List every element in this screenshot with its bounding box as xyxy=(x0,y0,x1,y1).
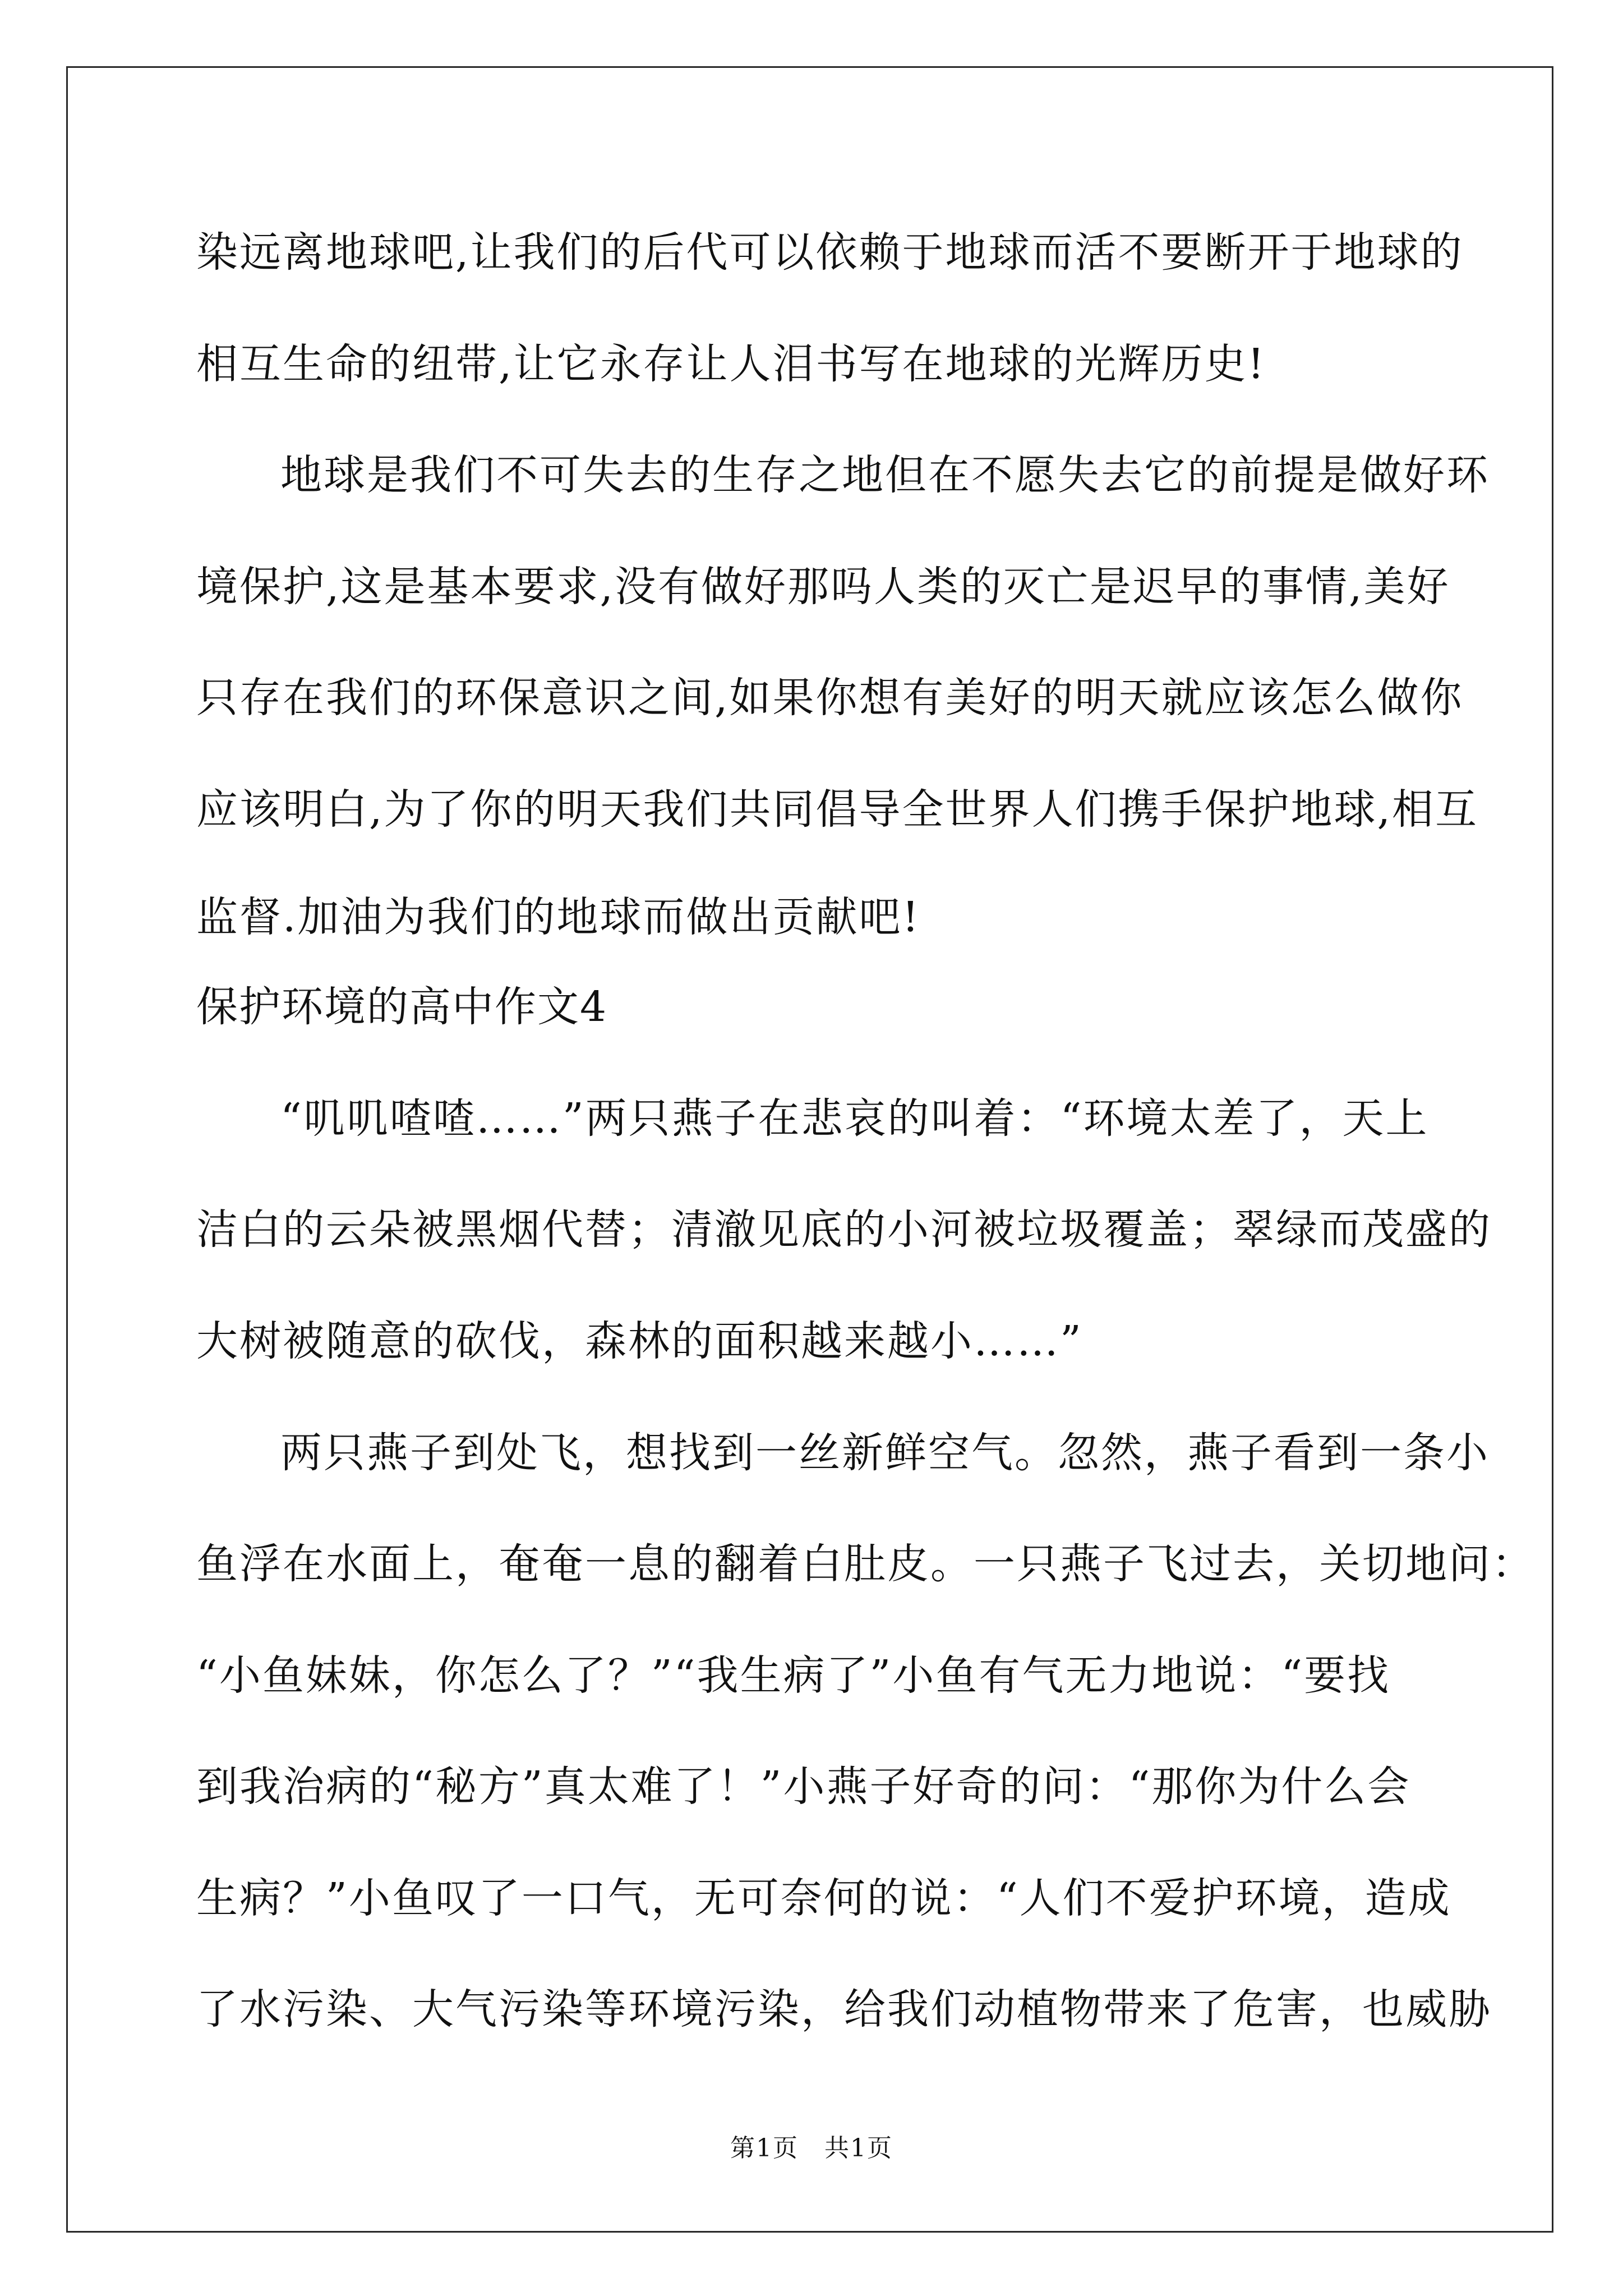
text-line-7: 监督.加油为我们的地球而做出贡献吧! xyxy=(196,893,921,941)
text-line-17: 了水污染、大气污染等环境污染，给我们动植物带来了危害，也威胁 xyxy=(196,1985,1492,2033)
text-line-11: 大树被随意的砍伐，森林的面积越来越小……” xyxy=(196,1317,1083,1365)
paragraph-2-line-1: 地球是我们不可失去的生存之地但在不愿失去它的前提是做好环 xyxy=(280,451,1490,499)
text-line-10: 洁白的云朵被黑烟代替；清澈见底的小河被垃圾覆盖；翠绿而茂盛的 xyxy=(196,1205,1492,1254)
paragraph-3-line-1: “叽叽喳喳……”两只燕子在悲哀的叫着：“环境太差了，天上 xyxy=(280,1094,1429,1143)
text-line-6: 应该明白,为了你的明天我们共同倡导全世界人们携手保护地球,相互 xyxy=(196,785,1479,834)
text-line-4: 境保护,这是基本要求,没有做好那吗人类的灭亡是迟早的事情,美好 xyxy=(196,563,1450,611)
paragraph-4-line-1: 两只燕子到处飞，想找到一丝新鲜空气。忽然，燕子看到一条小 xyxy=(280,1429,1490,1477)
section-heading: 保护环境的高中作文4 xyxy=(196,983,608,1031)
text-line-14: “小鱼妹妹，你怎么了？”“我生病了”小鱼有气无力地说：“要找 xyxy=(196,1651,1391,1700)
text-line-1: 染远离地球吧,让我们的后代可以依赖于地球而活不要断开于地球的 xyxy=(196,228,1464,277)
text-line-2: 相互生命的纽带,让它永存让人泪书写在地球的光辉历史! xyxy=(196,340,1266,388)
text-line-15: 到我治病的“秘方”真太难了！”小燕子好奇的问：“那你为什么会 xyxy=(196,1763,1411,1811)
page-number-footer: 第1页 共1页 xyxy=(730,2134,893,2162)
text-line-5: 只存在我们的环保意识之间,如果你想有美好的明天就应该怎么做你 xyxy=(196,674,1464,722)
text-line-13: 鱼浮在水面上，奄奄一息的翻着白肚皮。一只燕子飞过去，关切地问： xyxy=(196,1540,1535,1588)
text-line-16: 生病？”小鱼叹了一口气，无可奈何的说：“人们不爱护环境，造成 xyxy=(196,1874,1451,1922)
